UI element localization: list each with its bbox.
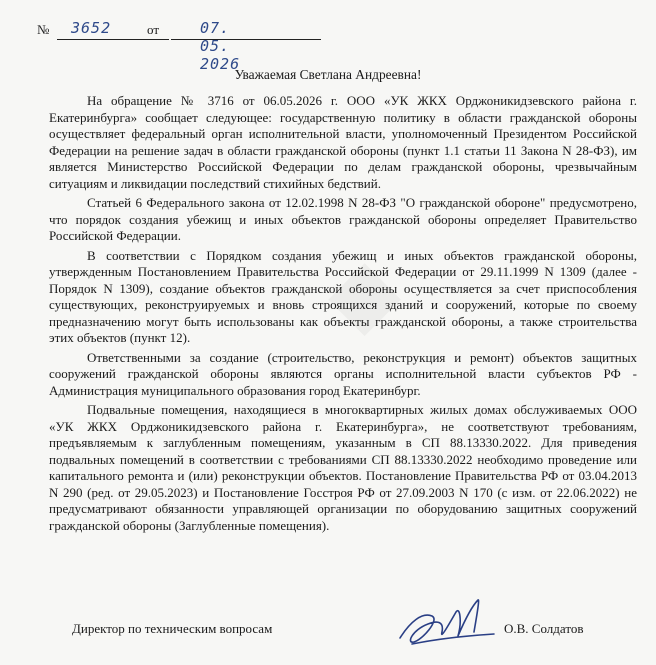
paragraph: В соответствии с Порядком создания убежищ и иных объектов гражданской обороны, утвержденным Постановлением Правительства Российской Федерации от 29.11.1999 N 1309 (далее - Порядок N 1309), создание объектов гражданской обороны осуществляется за счет приспособления существующих, реконструируемых и вновь строящихся зданий и сооружений, которые по своему предназначению могут быть использованы как объекты гражданской обороны, а также строительства этих объектов (пункт 12). [49,247,637,345]
number-value: 3652 [71,19,112,37]
paragraph: Ответственными за создание (строительство, реконструкция и ремонт) объектов защитных сооружений гражданской обороны являются органы исполнительной власти субъектов РФ - Администрация муниципального образования город Екатеринбург. [49,349,637,398]
handwritten-signature [392,592,502,652]
paragraph: Подвальные помещения, находящиеся в многоквартирных жилых домах обслуживаемых ООО «УК ЖКХ Орджоникидзевского района г. Екатеринбурга», не соответствуют требованиям, предъявляемым к заглубленным помещениям, указанным в СП 88.13330.2022. Для приведения подвальных помещений в соответствии с требованиями СП 88.13330.2022 необходимо проведение или капитального ремонта и (или) реконструкции объектов. Постановление Правительства РФ от 03.04.2013 N 290 (ред. от 29.05.2023) и Постановление Госстроя РФ от 27.09.2003 N 170 (с изм. от 22.06.2022) не предусматривают обязанности управляющей организации по оборудованию защитных сооружений гражданской обороны (Заглубленные помещения). [49,402,637,533]
letter-body [49,93,637,534]
date-label: от [147,22,160,37]
signer-name: О.В. Солдатов [504,621,584,636]
paragraph: На обращение № 3716 от 06.05.2026 г. ООО «УК ЖКХ Орджоникидзевского района г. Екатеринбурга» сообщает следующее: государственную политику в области гражданской обороны осуществляет федеральный орган исполнительной власти, уполномоченный Президентом Российской Федерации на решение задач в области гражданской обороны (пункт 1.1 статьи 11 Закона N 28-ФЗ), им является Министерство Российской Федерации по делам гражданской обороны, чрезвычайным ситуациям и ликвидации последствий стихийных бедствий. [49,93,637,191]
date-value: 07. 05. 2026 [200,19,241,73]
greeting: Уважаемая Светлана Андреевна! [234,67,422,82]
paragraph: Статьей 6 Федерального закона от 12.02.1998 N 28-ФЗ "О гражданской обороне" предусмотрено, что порядок создания убежищ и иных объектов гражданской обороны определяет Правительство Российской Федерации. [49,195,637,243]
number-underline [57,39,169,40]
number-label: № [37,22,50,37]
signer-title: Директор по техническим вопросам [72,621,273,636]
date-underline [171,39,321,40]
